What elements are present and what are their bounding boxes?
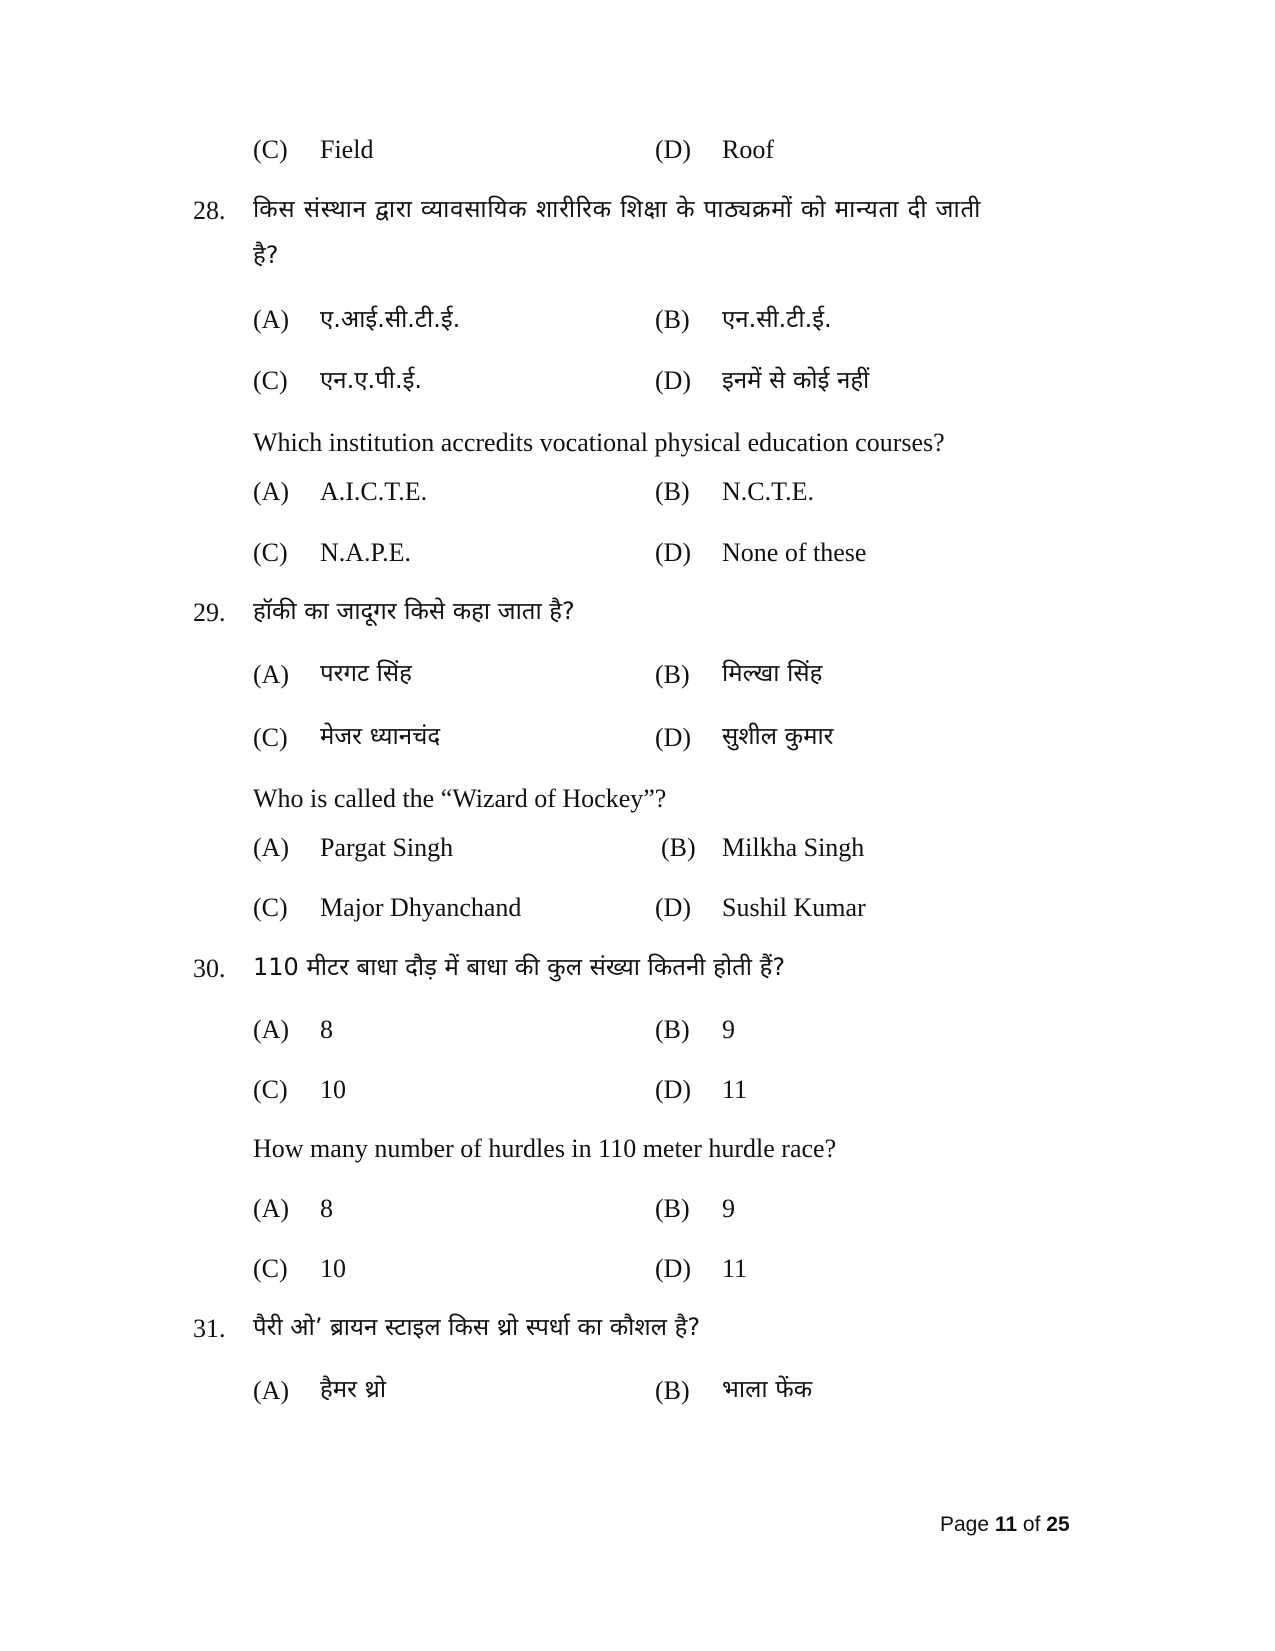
- option-label: (A): [253, 1194, 290, 1223]
- option-label: (B): [655, 305, 690, 334]
- option-text: एन.सी.टी.ई.: [722, 305, 832, 333]
- option-text: सुशील कुमार: [722, 722, 834, 750]
- option-text: N.A.P.E.: [320, 538, 412, 567]
- option-label: (C): [253, 893, 288, 922]
- page-number: [940, 1512, 1070, 1538]
- option-label: (A): [253, 833, 290, 862]
- option-text: भाला फेंक: [722, 1375, 813, 1403]
- option-text: 9: [722, 1194, 735, 1223]
- option-text: हैमर थ्रो: [320, 1375, 387, 1403]
- option-label: (B): [655, 1376, 690, 1405]
- option-text: 8: [320, 1194, 333, 1223]
- page-total: 25: [1046, 1513, 1070, 1536]
- option-text: ए.आई.सी.टी.ई.: [320, 305, 461, 333]
- option-label: (D): [655, 135, 692, 164]
- option-text: None of these: [722, 538, 867, 567]
- option-text: 10: [320, 1254, 346, 1283]
- option-text: N.C.T.E.: [722, 477, 814, 506]
- option-label: (A): [253, 305, 290, 334]
- option-label: (C): [253, 135, 288, 164]
- question-number: 28.: [193, 196, 226, 225]
- question-text-hindi: पैरी ओ’ ब्रायन स्टाइल किस थ्रो स्पर्धा का कौशल है?: [253, 1313, 701, 1341]
- question-text-hindi: किस संस्थान द्वारा व्यावसायिक शारीरिक शिक्षा के पाठ्यक्रमों को मान्यता दी जाती: [253, 195, 982, 223]
- option-label: (D): [655, 1254, 692, 1283]
- option-text: 11: [722, 1075, 748, 1104]
- page-current: 11: [994, 1513, 1018, 1536]
- option-text: इनमें से कोई नहीं: [722, 366, 870, 394]
- option-label: (A): [253, 1015, 290, 1044]
- option-text: Milkha Singh: [722, 833, 865, 862]
- option-label: (C): [253, 538, 288, 567]
- option-text: 8: [320, 1015, 333, 1044]
- option-label: (B): [655, 1194, 690, 1223]
- option-label: (A): [253, 477, 290, 506]
- question-number: 31.: [193, 1314, 226, 1343]
- option-text: Pargat Singh: [320, 833, 454, 862]
- question-text-hindi: हॉकी का जादूगर किसे कहा जाता है?: [253, 597, 575, 625]
- option-text: Roof: [722, 135, 774, 164]
- option-label: (C): [253, 1075, 288, 1104]
- option-label: (D): [655, 1075, 692, 1104]
- question-text-english: Who is called the “Wizard of Hockey”?: [253, 784, 667, 813]
- option-label: (B): [661, 833, 696, 862]
- option-label: (D): [655, 893, 692, 922]
- question-text-hindi: है?: [253, 241, 279, 269]
- option-label: (D): [655, 366, 692, 395]
- option-label: (D): [655, 723, 692, 752]
- question-text-english: Which institution accredits vocational physical education courses?: [253, 428, 945, 457]
- option-label: (B): [655, 660, 690, 689]
- option-text: परगट सिंह: [320, 659, 412, 687]
- question-text-hindi: 110 मीटर बाधा दौड़ में बाधा की कुल संख्या कितनी होती हैं?: [253, 953, 786, 981]
- option-label: (D): [655, 538, 692, 567]
- option-label: (A): [253, 660, 290, 689]
- option-text: मिल्खा सिंह: [722, 659, 823, 687]
- option-text: A.I.C.T.E.: [320, 477, 428, 506]
- option-text: एन.ए.पी.ई.: [320, 366, 423, 394]
- option-text: 10: [320, 1075, 346, 1104]
- option-text: मेजर ध्यानचंद: [320, 722, 441, 750]
- option-label: (C): [253, 366, 288, 395]
- option-text: Major Dhyanchand: [320, 893, 522, 922]
- option-text: Field: [320, 135, 374, 164]
- option-text: 11: [722, 1254, 748, 1283]
- option-label: (C): [253, 1254, 288, 1283]
- question-number: 30.: [193, 954, 226, 983]
- option-label: (B): [655, 477, 690, 506]
- page-prefix: Page: [940, 1513, 995, 1536]
- question-text-english: How many number of hurdles in 110 meter hurdle race?: [253, 1134, 837, 1163]
- option-label: (A): [253, 1376, 290, 1405]
- option-label: (C): [253, 723, 288, 752]
- question-number: 29.: [193, 598, 226, 627]
- option-text: Sushil Kumar: [722, 893, 866, 922]
- page-middle: of: [1017, 1513, 1047, 1536]
- option-text: 9: [722, 1015, 735, 1044]
- option-label: (B): [655, 1015, 690, 1044]
